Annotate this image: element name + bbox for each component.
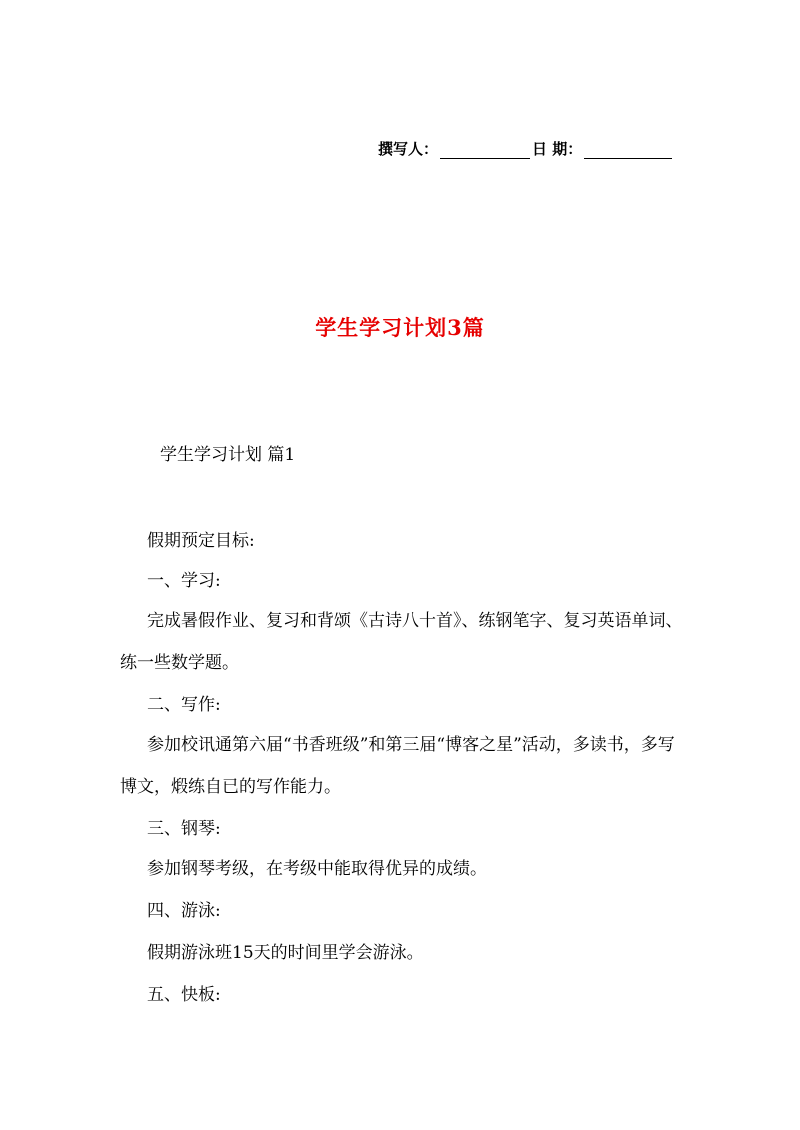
paragraph-piano-heading: 三、钢琴: [147,819,221,839]
author-blank-line [440,144,530,159]
paragraph-goal: 假期预定目标: [147,531,255,551]
paragraph-writing-content: 参加校讯通第六届“书香班级”和第三届“博客之星”活动，多读书，多写博文，煅练自已的写作能力。 [120,735,675,797]
paragraph-swim-content: 假期游泳班15天的时间里学会游泳。 [147,943,424,963]
date-blank-line [584,144,672,159]
paragraph-swim-heading: 四、游泳: [147,901,221,921]
section-heading: 学生学习计划 篇1 [160,445,296,465]
document-title: 学生学习计划3篇 [315,315,485,340]
header-author-date [378,138,688,159]
paragraph-piano-content: 参加钢琴考级，在考级中能取得优异的成绩。 [147,859,487,879]
paragraph-kuaiban-heading: 五、快板: [147,985,221,1005]
date-label: 日 期： [532,140,583,158]
paragraph-writing-heading: 二、写作: [147,695,221,715]
paragraph-study-content: 完成暑假作业、复习和背颂《古诗八十首》、练钢笔字、复习英语单词、练一些数学题。 [120,611,683,673]
author-label: 撰写人： [378,140,439,158]
paragraph-study-heading: 一、学习: [147,571,221,591]
